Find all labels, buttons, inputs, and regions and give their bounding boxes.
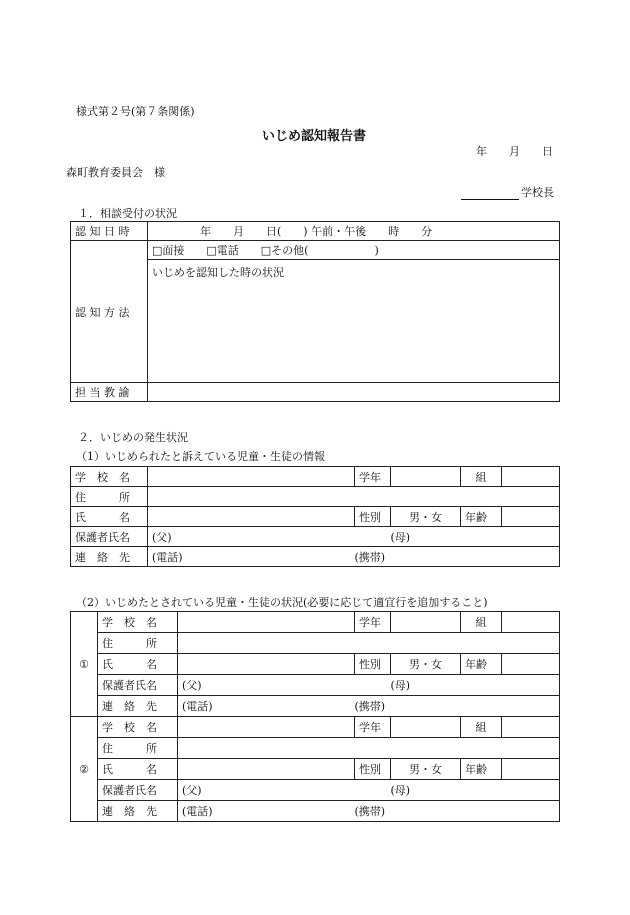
perp1-name-field[interactable] [178,654,355,675]
addressee: 森町教育委員会 様 [66,166,165,179]
perp2-mother-field[interactable]: (母) [391,780,560,801]
perp1-gender-field[interactable]: 男・女 [391,654,461,675]
form-number: 様式第２号(第７条関係) [76,105,195,118]
perp1-phone-field[interactable]: (電話) [178,696,391,717]
victim-table [70,466,560,567]
perp2-school-field[interactable] [178,717,355,738]
victim-age-field[interactable] [502,507,560,527]
principal-label: 学校長 [521,186,554,199]
perp2-age-label: 年齢 [461,759,502,780]
perp2-father-field[interactable]: (父) [178,780,391,801]
perp1-mother-field[interactable]: (母) [391,675,560,696]
perp2-class-label: 組 [461,717,502,738]
perp1-gender-label: 性別 [355,654,391,675]
perp1-address-field[interactable] [178,633,560,654]
document-title: いじめ認知報告書 [262,129,367,144]
perp2-contact-label: 連 絡 先 [98,801,178,822]
perp2-grade-label: 学年 [355,717,391,738]
recognition-method-options[interactable]: □面接 □電話 □その他( ) [148,241,560,260]
perp2-name-label: 氏 名 [98,759,178,780]
recognition-situation-field[interactable] [148,260,560,383]
date-line: 年 月 日 [476,145,553,158]
consultation-table [70,221,560,402]
perp1-contact-label: 連 絡 先 [98,696,178,717]
perp1-father-field[interactable]: (父) [178,675,391,696]
victim-address-field[interactable] [148,487,560,507]
perp2-mobile-label: (携帯) [354,805,386,818]
perp2-grade-field[interactable] [391,717,461,738]
recognition-method-label: 認 知 方 法 [71,241,148,383]
perp1-mobile-label: (携帯) [354,700,386,713]
perp2-gender-field[interactable]: 男・女 [391,759,461,780]
perpetrator-table [70,611,560,822]
victim-contact-label: 連 絡 先 [71,547,148,567]
section2-heading: ２．いじめの発生状況 [78,431,188,444]
recognition-datetime-field[interactable]: 年 月 日( ) 午前・午後 時 分 [148,222,560,241]
perp1-age-field[interactable] [502,654,560,675]
victim-name-field[interactable] [148,507,355,527]
victim-father-field[interactable]: (父) [148,527,391,547]
victim-heading: （1）いじめられたと訴えている児童・生徒の情報 [76,450,325,463]
section1-heading: １．相談受付の状況 [78,207,177,220]
perp1-name-label: 氏 名 [98,654,178,675]
victim-mobile-field[interactable] [354,547,560,567]
perp1-class-label: 組 [461,612,502,633]
perp2-school-label: 学 校 名 [98,717,178,738]
perp2-phone-field[interactable]: (電話) [178,801,391,822]
signature-line [461,188,519,200]
perp1-address-label: 住 所 [98,633,178,654]
victim-age-label: 年齢 [461,507,502,527]
perp1-grade-label: 学年 [355,612,391,633]
perp1-mobile-field[interactable] [354,696,560,717]
perp2-gender-label: 性別 [355,759,391,780]
perp2-name-field[interactable] [178,759,355,780]
recognition-situation-label: いじめを認知した時の状況 [152,266,284,279]
victim-gender-label: 性別 [355,507,391,527]
victim-school-field[interactable] [148,467,355,487]
victim-mobile-label: (携帯) [354,550,386,564]
victim-grade-field[interactable] [391,467,461,487]
victim-address-label: 住 所 [71,487,148,507]
perp2-address-field[interactable] [178,738,560,759]
victim-mother-field[interactable]: (母) [391,527,560,547]
perp1-grade-field[interactable] [391,612,461,633]
perp1-school-field[interactable] [178,612,355,633]
victim-class-field[interactable] [502,467,560,487]
perp2-address-label: 住 所 [98,738,178,759]
perp2-mobile-field[interactable] [354,801,560,822]
victim-name-label: 氏 名 [71,507,148,527]
recognition-datetime-label: 認 知 日 時 [71,222,148,241]
perpetrator-number-1: ① [71,612,98,717]
perp1-class-field[interactable] [502,612,560,633]
victim-guardian-label: 保護者氏名 [71,527,148,547]
perp1-age-label: 年齢 [461,654,502,675]
teacher-label: 担 当 教 諭 [71,383,148,402]
perpetrator-heading: （2）いじめたとされている児童・生徒の状況(必要に応じて適宜行を追加すること) [76,596,488,609]
perp1-guardian-label: 保護者氏名 [98,675,178,696]
perp2-guardian-label: 保護者氏名 [98,780,178,801]
victim-gender-field[interactable]: 男・女 [391,507,461,527]
victim-phone-field[interactable]: (電話) [148,547,391,567]
perp2-class-field[interactable] [502,717,560,738]
victim-school-label: 学 校 名 [71,467,148,487]
principal-signature [461,184,554,200]
perpetrator-number-2: ② [71,717,98,822]
victim-class-label: 組 [461,467,502,487]
victim-grade-label: 学年 [355,467,391,487]
perp1-school-label: 学 校 名 [98,612,178,633]
perp2-age-field[interactable] [502,759,560,780]
teacher-field[interactable] [148,383,560,402]
